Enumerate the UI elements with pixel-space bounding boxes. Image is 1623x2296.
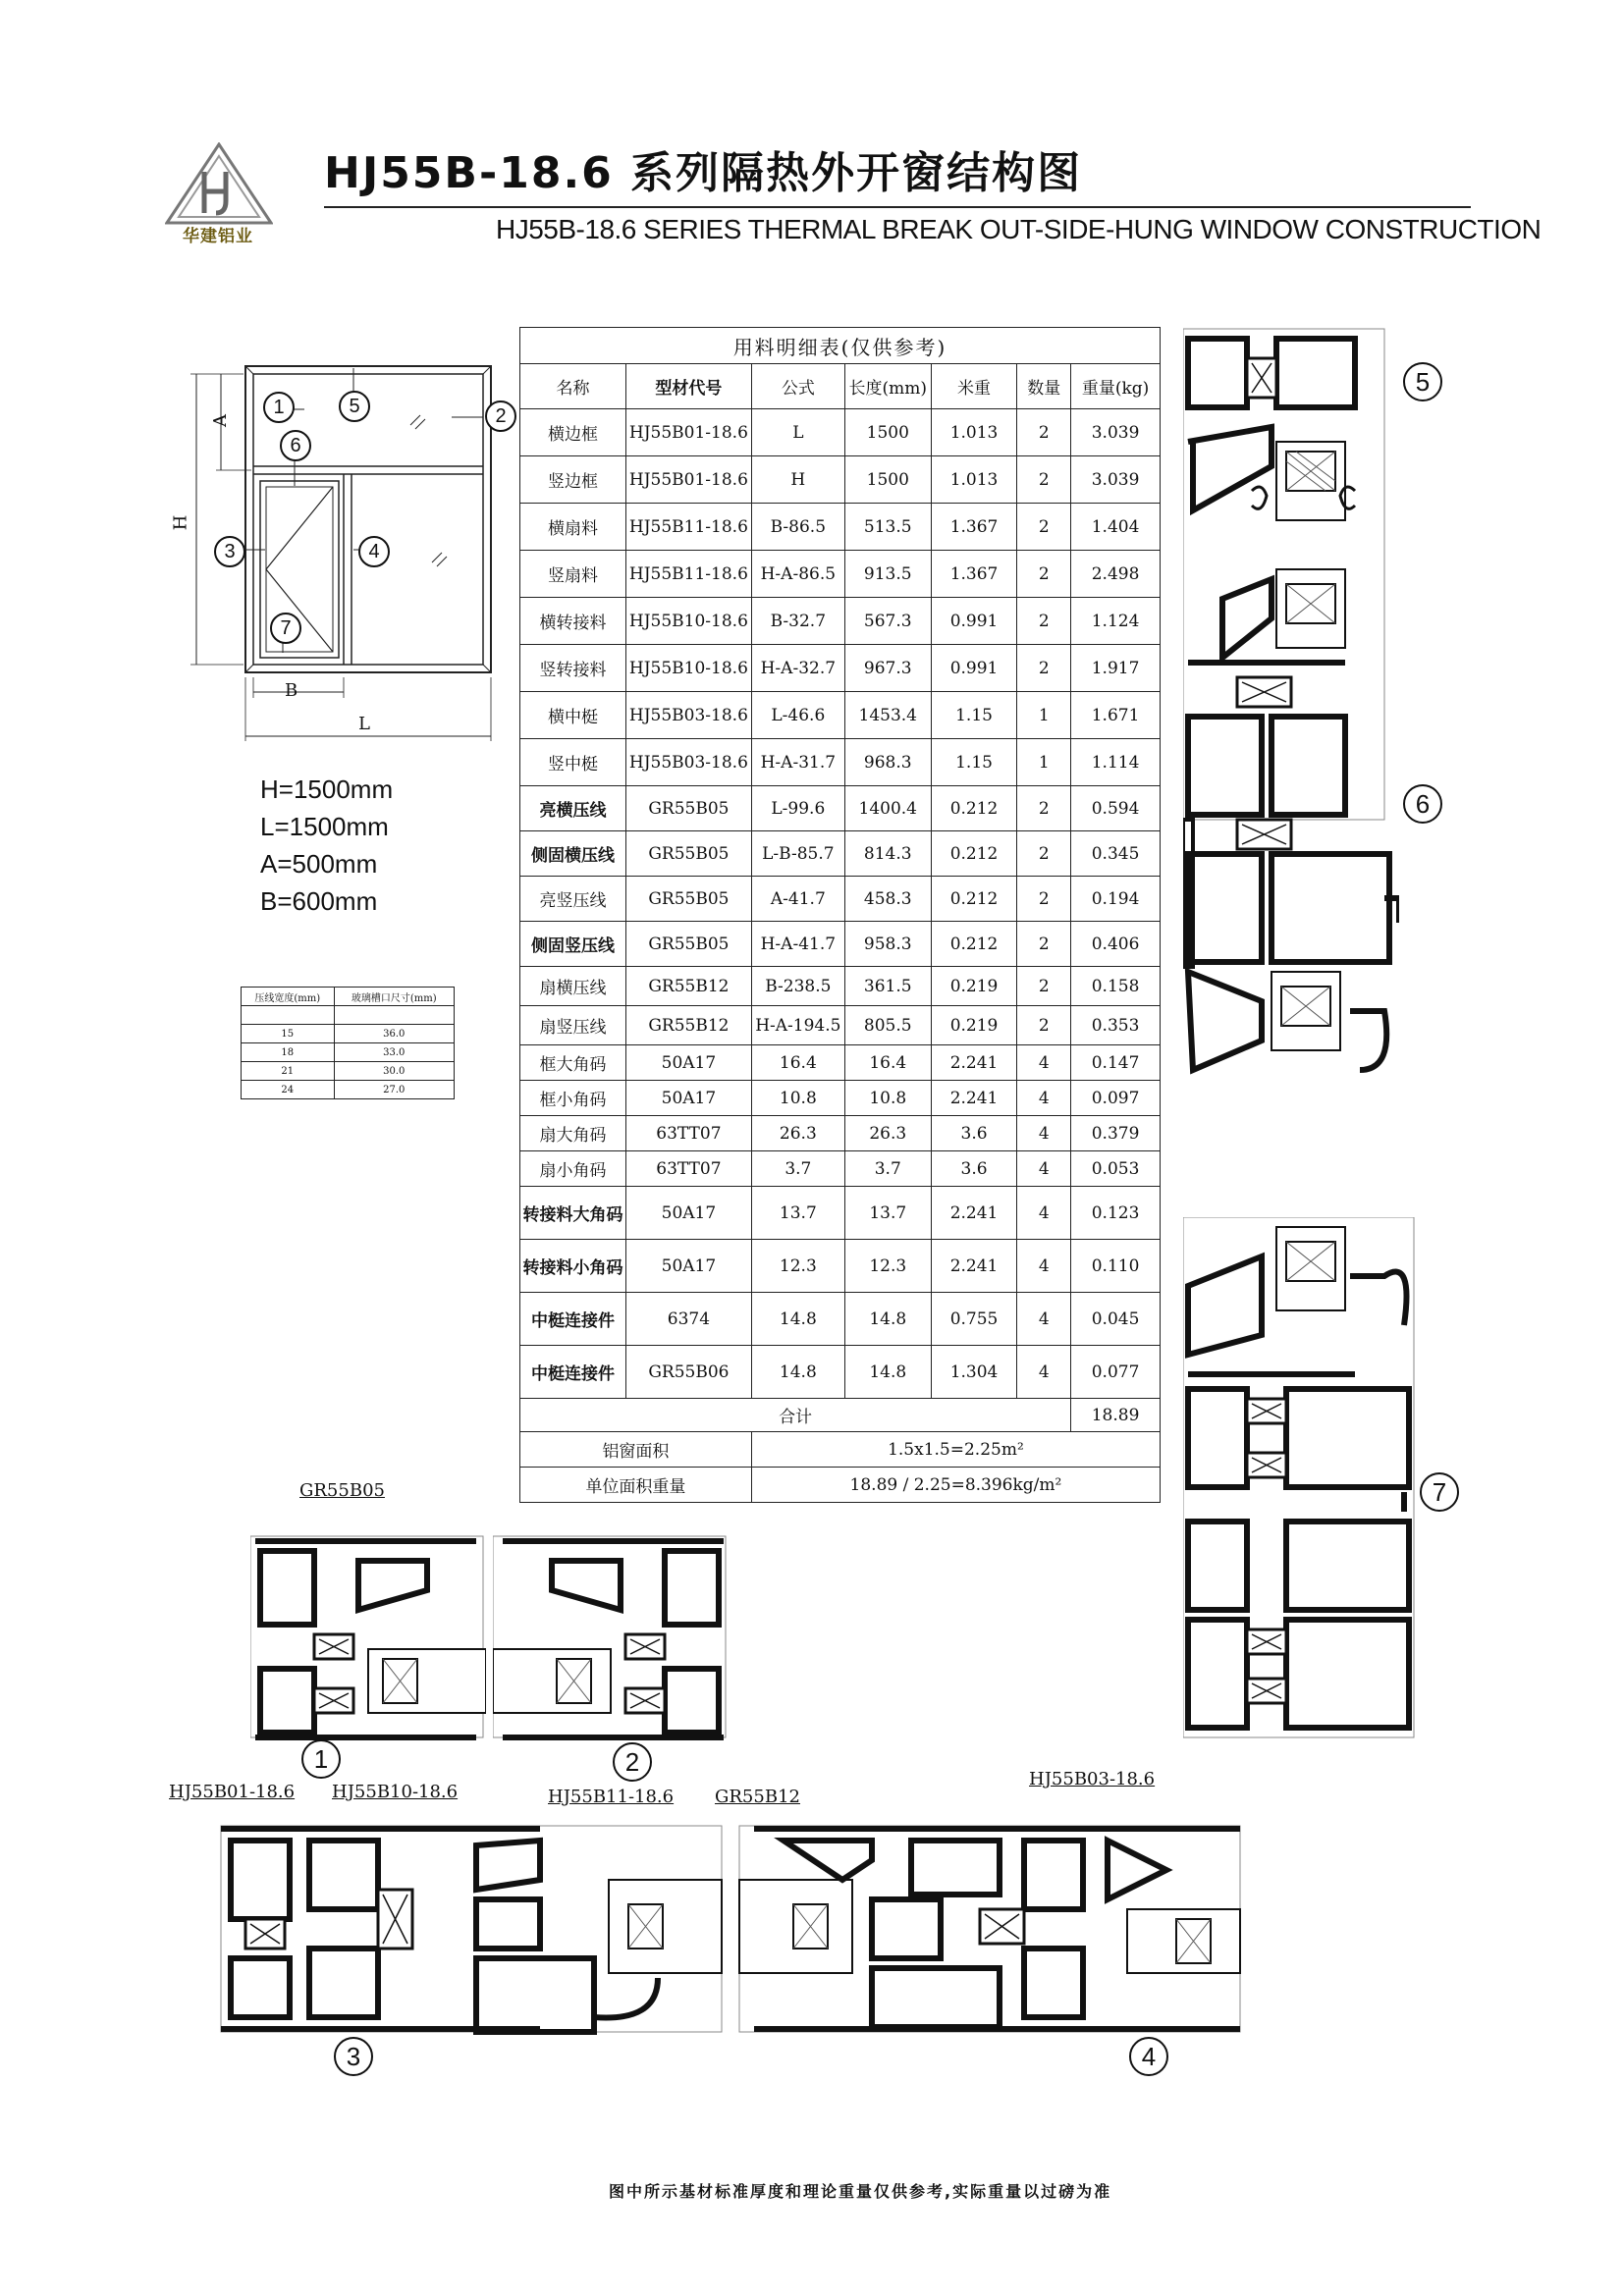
glass-table-cell: 21 xyxy=(242,1062,335,1081)
material-cell: 26.3 xyxy=(844,1116,931,1151)
material-cell: 1.124 xyxy=(1071,598,1161,645)
materials-total-row xyxy=(520,1399,1161,1432)
materials-row xyxy=(520,1116,1161,1151)
material-cell: 0.219 xyxy=(931,1006,1017,1045)
material-name-cell: 中梃连接件 xyxy=(520,1346,626,1399)
materials-row xyxy=(520,877,1161,922)
material-name-cell: 中梃连接件 xyxy=(520,1293,626,1346)
footer-note: 图中所示基材标准厚度和理论重量仅供参考,实际重量以过磅为准 xyxy=(609,2182,1112,2201)
material-cell: 0.991 xyxy=(931,645,1017,692)
marker-3: 3 xyxy=(214,536,245,567)
section-2-profile xyxy=(493,1531,729,1742)
material-cell: 361.5 xyxy=(844,967,931,1006)
materials-row xyxy=(520,967,1161,1006)
material-cell: 1.671 xyxy=(1071,692,1161,739)
materials-header: 米重 xyxy=(931,364,1017,409)
materials-header: 公式 xyxy=(751,364,844,409)
label-gr55b12: GR55B12 xyxy=(715,1787,800,1807)
materials-row xyxy=(520,1006,1161,1045)
glass-table-spacer xyxy=(334,1006,454,1025)
material-name-cell: 竖转接料 xyxy=(520,645,626,692)
material-cell: 0.045 xyxy=(1071,1293,1161,1346)
material-cell: 0.345 xyxy=(1071,831,1161,877)
glass-table-cell: 36.0 xyxy=(334,1025,454,1043)
marker-2: 2 xyxy=(485,400,516,432)
material-cell: 0.077 xyxy=(1071,1346,1161,1399)
label-hj55b03: HJ55B03-18.6 xyxy=(1029,1769,1156,1789)
section-3-profile xyxy=(216,1821,727,2037)
material-cell: 2 xyxy=(1017,504,1071,551)
material-cell: GR55B05 xyxy=(625,877,751,922)
material-cell: 2 xyxy=(1017,877,1071,922)
material-cell: 4 xyxy=(1017,1187,1071,1240)
section-marker-5: 5 xyxy=(1403,362,1442,401)
material-name-cell: 横转接料 xyxy=(520,598,626,645)
material-cell: 0.097 xyxy=(1071,1081,1161,1116)
material-cell: 0.406 xyxy=(1071,922,1161,967)
material-cell: L-99.6 xyxy=(751,786,844,831)
material-cell: 4 xyxy=(1017,1045,1071,1081)
material-cell: 10.8 xyxy=(844,1081,931,1116)
section-marker-1: 1 xyxy=(301,1739,341,1779)
material-cell: 16.4 xyxy=(751,1045,844,1081)
material-cell: B-32.7 xyxy=(751,598,844,645)
section-marker-6: 6 xyxy=(1403,784,1442,824)
material-cell: H-A-31.7 xyxy=(751,739,844,786)
dim-a-value: A=500mm xyxy=(260,849,378,879)
material-cell: 805.5 xyxy=(844,1006,931,1045)
label-hj55b01: HJ55B01-18.6 xyxy=(169,1782,296,1802)
material-cell: GR55B06 xyxy=(625,1346,751,1399)
material-name-cell: 亮竖压线 xyxy=(520,877,626,922)
material-cell: 2.241 xyxy=(931,1081,1017,1116)
material-cell: 458.3 xyxy=(844,877,931,922)
label-hj55b11: HJ55B11-18.6 xyxy=(548,1787,675,1807)
glass-table-header: 压线宽度(mm) xyxy=(242,988,335,1006)
material-cell: 0.194 xyxy=(1071,877,1161,922)
material-cell: 14.8 xyxy=(844,1346,931,1399)
material-cell: H-A-32.7 xyxy=(751,645,844,692)
material-cell: 63TT07 xyxy=(625,1151,751,1187)
material-cell: 12.3 xyxy=(751,1240,844,1293)
material-cell: HJ55B01-18.6 xyxy=(625,409,751,456)
materials-row xyxy=(520,739,1161,786)
dim-label-b: B xyxy=(285,680,298,701)
material-cell: 13.7 xyxy=(844,1187,931,1240)
page-title: HJ55B-18.6 系列隔热外开窗结构图 xyxy=(324,148,1083,198)
material-cell: 3.7 xyxy=(751,1151,844,1187)
material-cell: 3.7 xyxy=(844,1151,931,1187)
material-cell: 10.8 xyxy=(751,1081,844,1116)
material-cell: HJ55B01-18.6 xyxy=(625,456,751,504)
material-cell: 2.241 xyxy=(931,1045,1017,1081)
material-cell: HJ55B10-18.6 xyxy=(625,645,751,692)
material-cell: 0.158 xyxy=(1071,967,1161,1006)
material-cell: 0.991 xyxy=(931,598,1017,645)
material-name-cell: 竖中梃 xyxy=(520,739,626,786)
materials-area-value: 1.5x1.5=2.25m² xyxy=(751,1432,1160,1468)
material-cell: 1500 xyxy=(844,409,931,456)
materials-row xyxy=(520,645,1161,692)
material-cell: 0.123 xyxy=(1071,1187,1161,1240)
materials-header: 长度(mm) xyxy=(844,364,931,409)
material-cell: 2.241 xyxy=(931,1240,1017,1293)
materials-row xyxy=(520,1346,1161,1399)
material-cell: 967.3 xyxy=(844,645,931,692)
material-cell: 1.367 xyxy=(931,551,1017,598)
material-cell: 1.15 xyxy=(931,692,1017,739)
material-name-cell: 横边框 xyxy=(520,409,626,456)
material-cell: HJ55B11-18.6 xyxy=(625,551,751,598)
materials-total-value: 18.89 xyxy=(1071,1399,1161,1432)
materials-unit-label: 单位面积重量 xyxy=(520,1468,752,1503)
material-cell: 1.114 xyxy=(1071,739,1161,786)
material-name-cell: 框大角码 xyxy=(520,1045,626,1081)
material-cell: GR55B05 xyxy=(625,922,751,967)
material-cell: H xyxy=(751,456,844,504)
material-cell: 4 xyxy=(1017,1240,1071,1293)
window-dimensions xyxy=(260,771,393,920)
materials-header: 数量 xyxy=(1017,364,1071,409)
material-cell: 513.5 xyxy=(844,504,931,551)
materials-unit-row xyxy=(520,1468,1161,1503)
glass-table-cell: 33.0 xyxy=(334,1043,454,1062)
material-cell: 50A17 xyxy=(625,1240,751,1293)
material-cell: GR55B05 xyxy=(625,831,751,877)
material-cell: 1.917 xyxy=(1071,645,1161,692)
materials-table xyxy=(519,327,1161,1503)
materials-row xyxy=(520,1045,1161,1081)
materials-row xyxy=(520,786,1161,831)
glass-table-cell: 27.0 xyxy=(334,1081,454,1099)
section-5-profile xyxy=(1183,324,1399,1109)
material-cell: 63TT07 xyxy=(625,1116,751,1151)
section-marker-2: 2 xyxy=(613,1742,652,1782)
materials-row xyxy=(520,922,1161,967)
materials-body xyxy=(520,409,1161,1399)
material-cell: 968.3 xyxy=(844,739,931,786)
material-cell: 4 xyxy=(1017,1151,1071,1187)
materials-header: 名称 xyxy=(520,364,626,409)
material-cell: 50A17 xyxy=(625,1187,751,1240)
material-cell: H-A-41.7 xyxy=(751,922,844,967)
materials-row xyxy=(520,598,1161,645)
material-name-cell: 侧固横压线 xyxy=(520,831,626,877)
material-cell: GR55B05 xyxy=(625,786,751,831)
material-cell: 958.3 xyxy=(844,922,931,967)
material-cell: 0.212 xyxy=(931,786,1017,831)
brand-name: 华建铝业 xyxy=(183,227,253,246)
materials-row xyxy=(520,1240,1161,1293)
materials-header-row xyxy=(520,364,1161,409)
materials-header: 型材代号 xyxy=(625,364,751,409)
marker-4: 4 xyxy=(358,536,390,567)
material-name-cell: 侧固竖压线 xyxy=(520,922,626,967)
material-cell: 4 xyxy=(1017,1081,1071,1116)
materials-row xyxy=(520,692,1161,739)
material-cell: HJ55B11-18.6 xyxy=(625,504,751,551)
material-cell: 1.367 xyxy=(931,504,1017,551)
material-cell: 1.404 xyxy=(1071,504,1161,551)
marker-1: 1 xyxy=(263,392,295,423)
section-4-profile xyxy=(734,1821,1245,2037)
marker-5: 5 xyxy=(339,391,370,422)
materials-header: 重量(kg) xyxy=(1071,364,1161,409)
material-cell: 3.039 xyxy=(1071,409,1161,456)
material-name-cell: 横中梃 xyxy=(520,692,626,739)
section-1-profile xyxy=(250,1531,486,1742)
material-cell: HJ55B03-18.6 xyxy=(625,739,751,786)
material-cell: 0.212 xyxy=(931,877,1017,922)
material-cell: 2 xyxy=(1017,831,1071,877)
material-cell: 1500 xyxy=(844,456,931,504)
section-7-profile xyxy=(1183,1217,1419,1747)
glass-table-cell: 15 xyxy=(242,1025,335,1043)
material-cell: 2 xyxy=(1017,967,1071,1006)
materials-caption: 用料明细表(仅供参考) xyxy=(520,328,1161,364)
material-cell: 6374 xyxy=(625,1293,751,1346)
material-cell: HJ55B03-18.6 xyxy=(625,692,751,739)
material-cell: 26.3 xyxy=(751,1116,844,1151)
material-cell: 1.15 xyxy=(931,739,1017,786)
materials-area-row xyxy=(520,1432,1161,1468)
material-cell: 1400.4 xyxy=(844,786,931,831)
material-name-cell: 竖扇料 xyxy=(520,551,626,598)
materials-row xyxy=(520,1151,1161,1187)
label-gr55b05: GR55B05 xyxy=(299,1480,385,1501)
materials-row xyxy=(520,456,1161,504)
material-cell: 2.241 xyxy=(931,1187,1017,1240)
glass-table-spacer xyxy=(242,1006,335,1025)
material-cell: L xyxy=(751,409,844,456)
glass-slot-table xyxy=(241,987,455,1099)
dim-label-h: H xyxy=(170,514,191,531)
glass-table-cell: 24 xyxy=(242,1081,335,1099)
brand-logo xyxy=(165,142,273,226)
material-name-cell: 竖边框 xyxy=(520,456,626,504)
material-cell: 50A17 xyxy=(625,1081,751,1116)
material-cell: 0.353 xyxy=(1071,1006,1161,1045)
material-cell: 0.219 xyxy=(931,967,1017,1006)
material-cell: 12.3 xyxy=(844,1240,931,1293)
page-subtitle: HJ55B-18.6 SERIES THERMAL BREAK OUT-SIDE-HUNG WINDOW CONSTRUCTION xyxy=(496,214,1542,244)
material-name-cell: 亮横压线 xyxy=(520,786,626,831)
material-cell: 0.379 xyxy=(1071,1116,1161,1151)
material-cell: 913.5 xyxy=(844,551,931,598)
material-cell: 2 xyxy=(1017,1006,1071,1045)
material-cell: 2 xyxy=(1017,551,1071,598)
section-marker-7: 7 xyxy=(1420,1472,1459,1512)
label-hj55b10: HJ55B10-18.6 xyxy=(332,1782,459,1802)
dim-b-value: B=600mm xyxy=(260,886,378,916)
material-cell: 1.304 xyxy=(931,1346,1017,1399)
material-cell: 14.8 xyxy=(844,1293,931,1346)
material-cell: GR55B12 xyxy=(625,967,751,1006)
material-cell: 1 xyxy=(1017,739,1071,786)
material-cell: 2 xyxy=(1017,786,1071,831)
material-cell: 2.498 xyxy=(1071,551,1161,598)
material-cell: 4 xyxy=(1017,1346,1071,1399)
materials-row xyxy=(520,504,1161,551)
material-cell: H-A-194.5 xyxy=(751,1006,844,1045)
material-cell: 3.039 xyxy=(1071,456,1161,504)
material-cell: 2 xyxy=(1017,409,1071,456)
materials-row xyxy=(520,1187,1161,1240)
material-cell: 0.147 xyxy=(1071,1045,1161,1081)
material-cell: 0.110 xyxy=(1071,1240,1161,1293)
marker-7: 7 xyxy=(270,613,301,644)
materials-total-label: 合计 xyxy=(520,1399,1071,1432)
material-cell: L-B-85.7 xyxy=(751,831,844,877)
material-cell: 4 xyxy=(1017,1293,1071,1346)
material-cell: 3.6 xyxy=(931,1151,1017,1187)
section-marker-3: 3 xyxy=(334,2037,373,2076)
material-name-cell: 扇小角码 xyxy=(520,1151,626,1187)
dim-label-l: L xyxy=(358,714,370,734)
material-cell: HJ55B10-18.6 xyxy=(625,598,751,645)
material-name-cell: 转接料小角码 xyxy=(520,1240,626,1293)
material-cell: GR55B12 xyxy=(625,1006,751,1045)
glass-table-cell: 30.0 xyxy=(334,1062,454,1081)
material-cell: 1 xyxy=(1017,692,1071,739)
material-cell: A-41.7 xyxy=(751,877,844,922)
material-cell: B-86.5 xyxy=(751,504,844,551)
dim-l-value: L=1500mm xyxy=(260,812,389,841)
material-cell: 0.212 xyxy=(931,831,1017,877)
materials-row xyxy=(520,831,1161,877)
material-cell: 2 xyxy=(1017,645,1071,692)
material-name-cell: 扇竖压线 xyxy=(520,1006,626,1045)
materials-unit-value: 18.89 / 2.25=8.396kg/m² xyxy=(751,1468,1160,1503)
dim-h-value: H=1500mm xyxy=(260,774,394,804)
glass-table-cell: 18 xyxy=(242,1043,335,1062)
material-cell: 567.3 xyxy=(844,598,931,645)
glass-table-header: 玻璃槽口尺寸(mm) xyxy=(334,988,454,1006)
material-cell: 2 xyxy=(1017,922,1071,967)
material-cell: B-238.5 xyxy=(751,967,844,1006)
material-cell: 0.212 xyxy=(931,922,1017,967)
material-cell: 0.053 xyxy=(1071,1151,1161,1187)
material-cell: 2 xyxy=(1017,598,1071,645)
material-cell: 4 xyxy=(1017,1116,1071,1151)
marker-6: 6 xyxy=(280,430,311,461)
section-marker-4: 4 xyxy=(1129,2037,1168,2076)
materials-row xyxy=(520,1293,1161,1346)
material-cell: 50A17 xyxy=(625,1045,751,1081)
material-cell: 814.3 xyxy=(844,831,931,877)
material-cell: 0.594 xyxy=(1071,786,1161,831)
materials-area-label: 铝窗面积 xyxy=(520,1432,752,1468)
material-cell: 3.6 xyxy=(931,1116,1017,1151)
material-cell: 14.8 xyxy=(751,1346,844,1399)
materials-row xyxy=(520,551,1161,598)
material-cell: L-46.6 xyxy=(751,692,844,739)
material-cell: 1.013 xyxy=(931,456,1017,504)
material-cell: 2 xyxy=(1017,456,1071,504)
material-name-cell: 转接料大角码 xyxy=(520,1187,626,1240)
material-cell: 16.4 xyxy=(844,1045,931,1081)
material-name-cell: 横扇料 xyxy=(520,504,626,551)
material-cell: 1.013 xyxy=(931,409,1017,456)
materials-row xyxy=(520,409,1161,456)
title-rule xyxy=(324,206,1471,208)
material-name-cell: 框小角码 xyxy=(520,1081,626,1116)
material-cell: 0.755 xyxy=(931,1293,1017,1346)
material-name-cell: 扇横压线 xyxy=(520,967,626,1006)
materials-row xyxy=(520,1081,1161,1116)
material-cell: H-A-86.5 xyxy=(751,551,844,598)
material-cell: 13.7 xyxy=(751,1187,844,1240)
material-name-cell: 扇大角码 xyxy=(520,1116,626,1151)
dim-label-a: A xyxy=(210,414,231,427)
material-cell: 1453.4 xyxy=(844,692,931,739)
material-cell: 14.8 xyxy=(751,1293,844,1346)
